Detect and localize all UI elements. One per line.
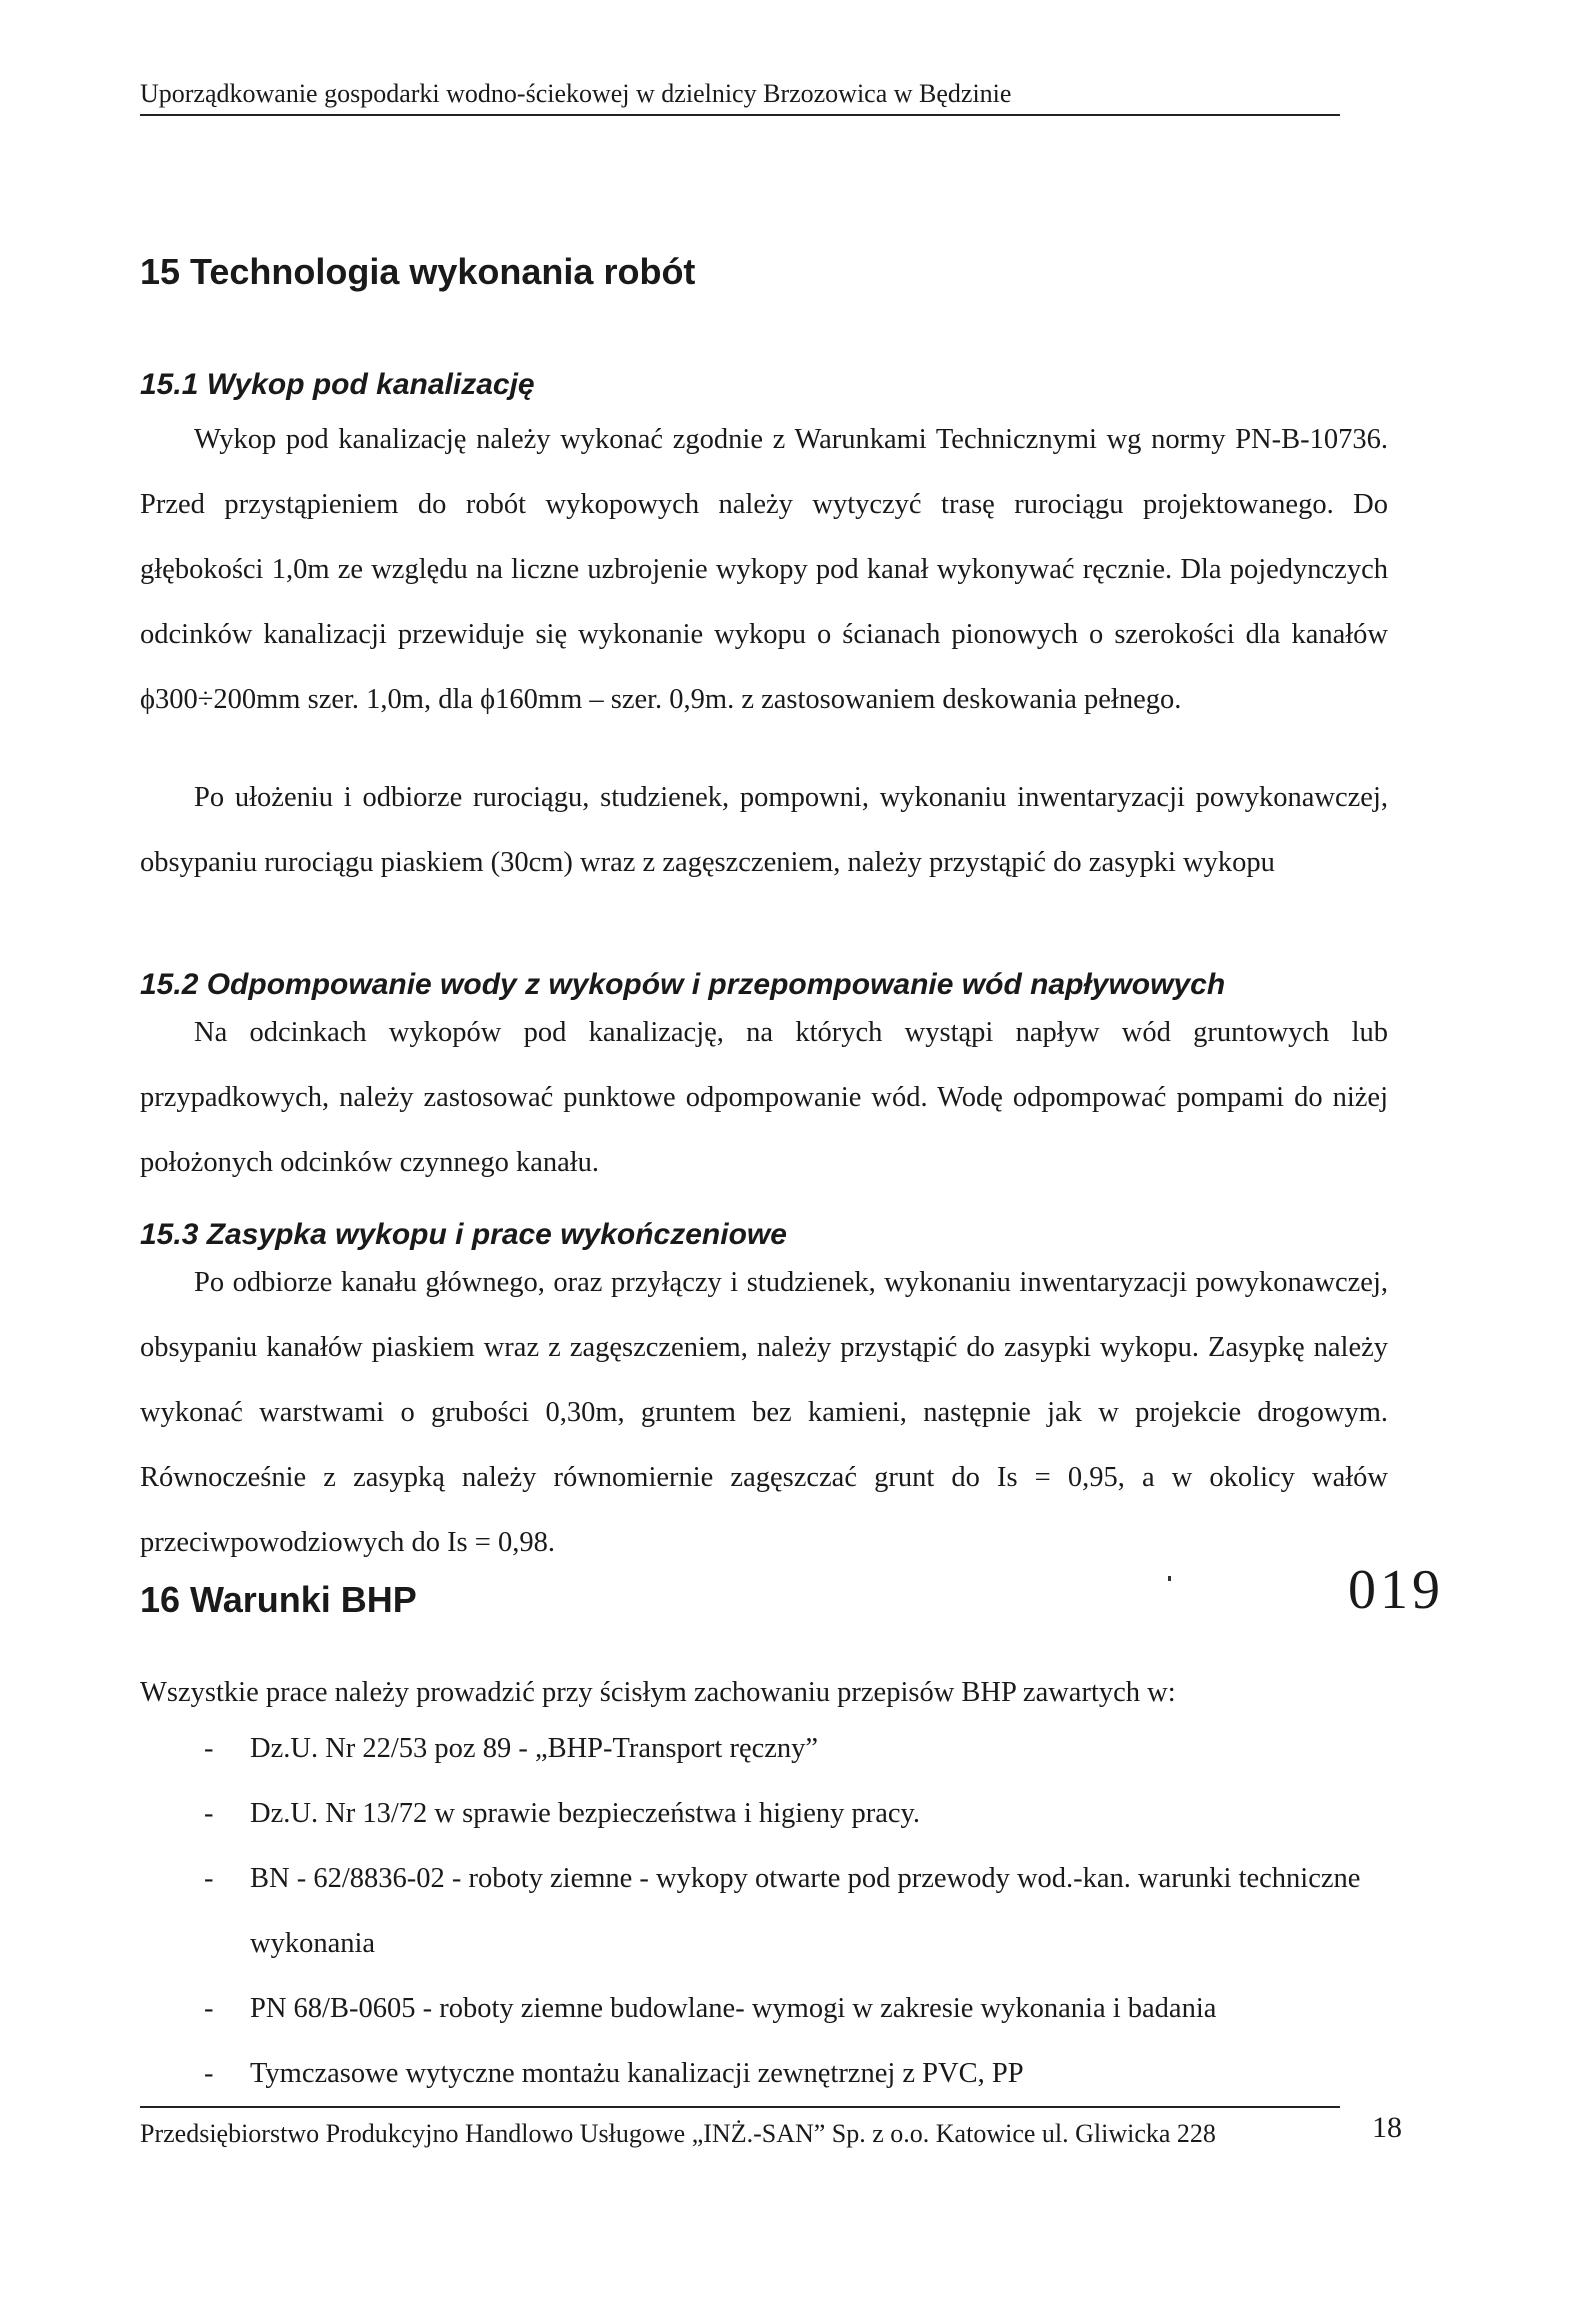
list-dash: - [204, 1993, 214, 2024]
bhp-regulations-list [140, 1716, 1388, 2106]
page-stamp-number: 019 [1348, 1559, 1444, 1621]
list-item-text: PN 68/B-0605 - roboty ziemne budowlane- wymogi w zakresie wykonania i badania [250, 1993, 1217, 2024]
header-rule [140, 114, 1340, 116]
list-item [140, 1846, 1388, 1976]
section-15-3-heading: 15.3 Zasypka wykopu i prace wykończeniowe [140, 1218, 787, 1251]
list-item-text: Dz.U. Nr 13/72 w sprawie bezpieczeństwa i higieny pracy. [250, 1798, 921, 1829]
list-item [140, 1716, 1388, 1781]
section-16-heading: 16 Warunki BHP [140, 1579, 417, 1620]
list-item [140, 1781, 1388, 1846]
list-item-text: Tymczasowe wytyczne montażu kanalizacji zewnętrznej z PVC, PP [250, 2058, 1024, 2089]
running-footer: Przedsiębiorstwo Produkcyjno Handlowo Usługowe „INŻ.-SAN” Sp. z o.o. Katowice ul. Gliwicka 228 [140, 2119, 1216, 2148]
section-15-1-heading: 15.1 Wykop pod kanalizację [140, 368, 535, 401]
section-15-2-heading: 15.2 Odpompowanie wody z wykopów i przepompowanie wód napływowych [140, 968, 1226, 1001]
list-dash: - [204, 1733, 214, 1764]
stamp-mark [1168, 1576, 1171, 1581]
running-header: Uporządkowanie gospodarki wodno-ściekowej w dzielnicy Brzozowica w Będzinie [140, 79, 1012, 108]
list-dash: - [204, 1798, 214, 1829]
list-item [140, 2041, 1388, 2106]
section-15-3-paragraph-1: Po odbiorze kanału głównego, oraz przyłączy i studzienek, wykonaniu inwentaryzacji powykonawczej, obsypaniu kanałów piaskiem wraz z zagęszczeniem, należy przystąpić do zasypki wykopu. Zasypkę należy wykonać warstwami o grubości 0,30m, gruntem bez kamieni, następnie jak w projekcie drogowym. Równocześnie z zasypką należy równomiernie zagęszczać grunt do Is = 0,95, a w okolicy wałów przeciwpowodziowych do Is = 0,98. [140, 1267, 1388, 1558]
list-item-text: BN - 62/8836-02 - roboty ziemne - wykopy otwarte pod przewody wod.-kan. warunki techniczne wykonania [250, 1863, 1361, 1959]
footer-rule [140, 2106, 1340, 2108]
section-15-1-paragraph-2: Po ułożeniu i odbiorze rurociągu, studzienek, pompowni, wykonaniu inwentaryzacji powykonawczej, obsypaniu rurociągu piaskiem (30cm) wraz z zagęszczeniem, należy przystąpić do zasypki wykopu [140, 782, 1388, 878]
list-dash: - [204, 1863, 214, 1894]
section-15-2-paragraph-1: Na odcinkach wykopów pod kanalizację, na których wystąpi napływ wód gruntowych lub przypadkowych, należy zastosować punktowe odpompowanie wód. Wodę odpompować pompami do niżej położonych odcinków czynnego kanału. [140, 1017, 1388, 1178]
list-dash: - [204, 2058, 214, 2089]
section-16-intro: Wszystkie prace należy prowadzić przy ścisłym zachowaniu przepisów BHP zawartych w: [140, 1677, 1176, 1708]
list-item-text: Dz.U. Nr 22/53 poz 89 - „BHP-Transport ręczny” [250, 1733, 819, 1764]
list-item [140, 1976, 1388, 2041]
section-15-1-paragraph-1: Wykop pod kanalizację należy wykonać zgodnie z Warunkami Technicznymi wg normy PN-B-10736. Przed przystąpieniem do robót wykopowych należy wytyczyć trasę rurociągu projektowanego. Do głębokości 1,0m ze względu na liczne uzbrojenie wykopy pod kanał wykonywać ręcznie. Dla pojedynczych odcinków kanalizacji przewiduje się wykonanie wykopu o ścianach pionowych o szerokości dla kanałów ϕ300÷200mm szer. 1,0m, dla ϕ160mm – szer. 0,9m. z zastosowaniem deskowania pełnego. [140, 424, 1388, 715]
page-number: 18 [1372, 2111, 1402, 2144]
section-15-heading: 15 Technologia wykonania robót [140, 251, 696, 292]
